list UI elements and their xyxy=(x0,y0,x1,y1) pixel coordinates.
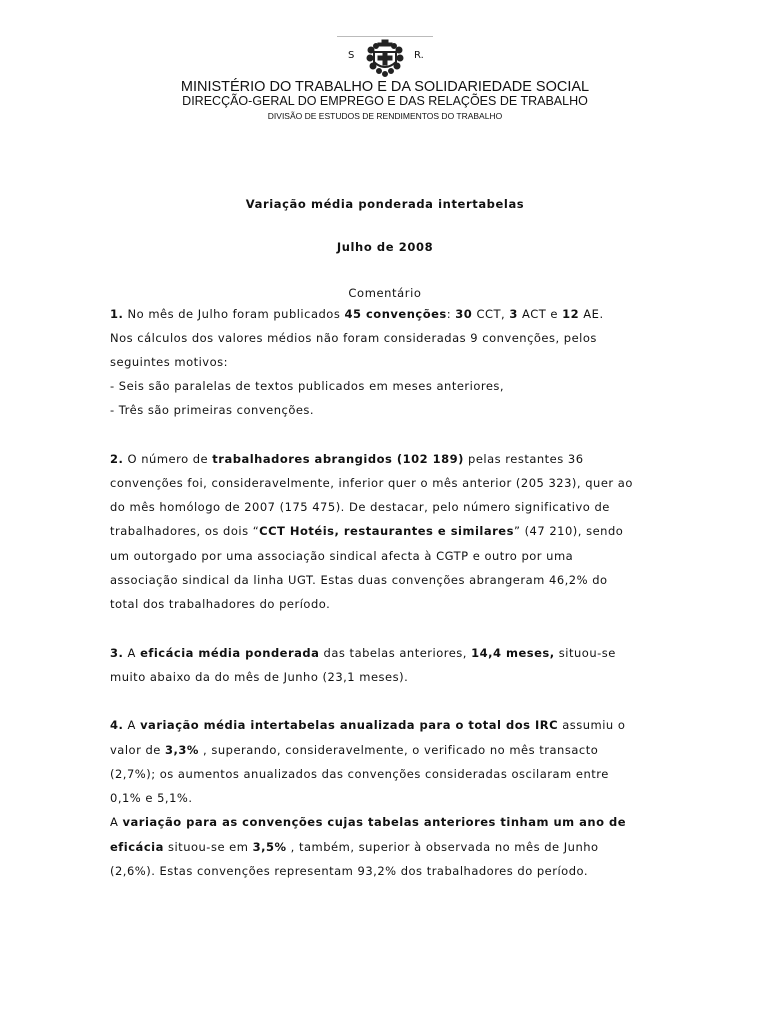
document-date: Julho de 2008 xyxy=(336,240,434,254)
paragraph-4-line-4: 0,1% e 5,1%. xyxy=(110,791,193,805)
paragraph-3-line-2: muito abaixo da do mês de Junho (23,1 meses). xyxy=(110,670,409,684)
emblem-letter-left: S xyxy=(348,50,355,61)
emblem-letter-right: R. xyxy=(414,50,424,61)
paragraph-2-line-3: do mês homólogo de 2007 (175 475). De destacar, pelo número significativo de xyxy=(110,500,610,514)
paragraph-2-line-2: convenções foi, consideravelmente, inferior quer o mês anterior (205 323), quer ao xyxy=(110,476,633,490)
paragraph-2-line-1: 2. O número de trabalhadores abrangidos (102 189) pelas restantes 36 xyxy=(110,452,584,466)
section-number-4: 4. xyxy=(110,718,124,732)
paragraph-2-line-4: trabalhadores, os dois “CCT Hotéis, restaurantes e similares” (47 210), sendo xyxy=(110,524,624,538)
paragraph-4-line-1: 4. A variação média intertabelas anualizada para o total dos IRC assumiu o xyxy=(110,718,626,732)
section-number-3: 3. xyxy=(110,646,124,660)
division-name: DIVISÃO DE ESTUDOS DE RENDIMENTOS DO TRABALHO xyxy=(267,111,503,121)
ministry-name: MINISTÉRIO DO TRABALHO E DA SOLIDARIEDADE SOCIAL xyxy=(180,79,590,95)
paragraph-2-line-5: um outorgado por uma associação sindical afecta à CGTP e outro por uma xyxy=(110,549,574,563)
coat-of-arms xyxy=(335,28,435,78)
paragraph-4-line-6: eficácia situou-se em 3,5% , também, superior à observada no mês de Junho xyxy=(110,840,599,854)
section-number-1: 1. xyxy=(110,307,124,321)
section-number-2: 2. xyxy=(110,452,124,466)
document-title: Variação média ponderada intertabelas xyxy=(245,197,525,211)
paragraph-4-line-7: (2,6%). Estas convenções representam 93,2% dos trabalhadores do período. xyxy=(110,864,589,878)
directorate-name: DIRECÇÃO-GERAL DO EMPREGO E DAS RELAÇÕES DE TRABALHO xyxy=(182,94,588,108)
paragraph-1-line-2: Nos cálculos dos valores médios não foram consideradas 9 convenções, pelos xyxy=(110,331,597,345)
coat-of-arms-icon xyxy=(365,38,405,78)
paragraph-1-line-5: - Três são primeiras convenções. xyxy=(110,403,315,417)
paragraph-4-line-5: A variação para as convenções cujas tabelas anteriores tinham um ano de xyxy=(110,815,627,829)
paragraph-1-line-4: - Seis são paralelas de textos publicados em meses anteriores, xyxy=(110,379,505,393)
paragraph-4-line-3: (2,7%); os aumentos anualizados das convenções consideradas oscilaram entre xyxy=(110,767,609,781)
paragraph-3-line-1: 3. A eficácia média ponderada das tabelas anteriores, 14,4 meses, situou-se xyxy=(110,646,616,660)
header-rule xyxy=(337,36,433,37)
comment-heading: Comentário xyxy=(348,286,422,300)
paragraph-1-line-3: seguintes motivos: xyxy=(110,355,229,369)
paragraph-2-line-7: total dos trabalhadores do período. xyxy=(110,597,331,611)
paragraph-1-line-1: 1. No mês de Julho foram publicados 45 convenções: 30 CCT, 3 ACT e 12 AE. xyxy=(110,307,604,321)
paragraph-2-line-6: associação sindical da linha UGT. Estas duas convenções abrangeram 46,2% do xyxy=(110,573,608,587)
paragraph-4-line-2: valor de 3,3% , superando, consideravelmente, o verificado no mês transacto xyxy=(110,743,599,757)
